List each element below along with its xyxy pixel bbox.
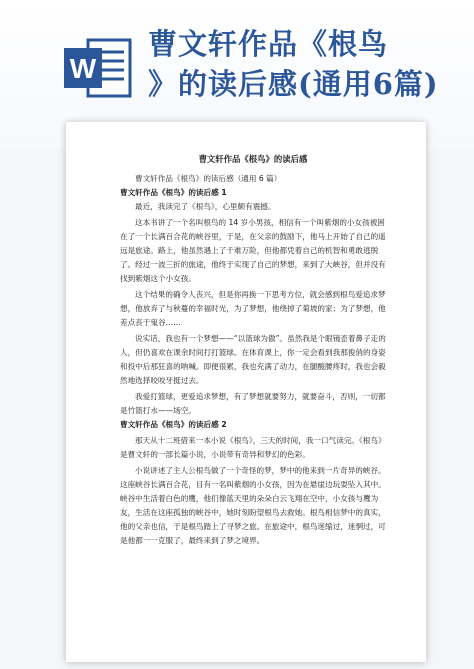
section-heading-1: 曹文轩作品《根鸟》的读后感 1 xyxy=(120,188,227,197)
word-icon-letter: W xyxy=(69,53,97,84)
word-document-icon xyxy=(64,36,134,100)
banner-title-line2: 》的读后感(通用6篇) xyxy=(148,67,439,101)
document-title: 曹文轩作品《根鸟》的读后感 xyxy=(198,154,308,164)
paragraph: 说实话，我也有一个梦想——“以篮球为傲”。虽然我是个眼镜歪着鼻子走的人，但仍喜欢在课余时间打打篮球。在体育课上，你一定会看到我那俊俏的身姿和投中后那狂喜的呐喊。即便很累，我也充满了动力，在腿酸腰疼时，我也会毅然地选择咬咬牙挺过去。 xyxy=(120,334,386,385)
paragraph: 最近，我读完了《根鸟》，心里颇有震撼。 xyxy=(135,202,276,211)
paragraph: 我爱打篮球，更爱追求梦想，有了梦想就要努力，就要奋斗，否则，一切都是竹篮打水——场空。 xyxy=(120,392,386,415)
paragraph: 小说讲述了主人公根鸟做了一个奇怪的梦，梦中的他来到一片奇异的峡谷。这座峡谷长满百合花，目有一名叫紫烟的小女孩，因为在悬崖边玩耍坠入其中。峡谷中生活着白色的鹰，他们像蓝天里的朵朵白云飞翔在空中，小女孩与鹰为友，生活在这座孤独的峡谷中，她时刻盼望根鸟去救她。根鸟相信梦中的真实，他的父亲也信，于是根鸟踏上了寻梦之旅。在旅途中，根鸟迷缩过，迷惘过，可是他都一一克服了，最终来到了梦之境界。 xyxy=(120,466,386,545)
paragraph: 这个结果的确令人丧兴，但是你再换一下思考方位，就会感到根鸟爱追求梦想，他放弃了与秋蔓的幸福时光，为了梦想，他绕掉了菊坡的家；为了梦想，他差点丧于鬼谷…… xyxy=(120,290,386,327)
banner-title-line1: 曹文轩作品《根鸟 xyxy=(148,27,389,61)
paragraph: 那天从十二班借来一本小说《根鸟》，三天的时间，我一口气读完。《根鸟》是曹文轩的一部长篇小说，小说带有奇异和梦幻的色彩。 xyxy=(120,436,386,459)
document-intro: 曹文轩作品《根鸟》的读后感（通用 6 篇） xyxy=(135,174,282,183)
document-body xyxy=(120,152,386,548)
banner-title xyxy=(148,24,468,104)
section-heading-2: 曹文轩作品《根鸟》的读后感 2 xyxy=(120,420,227,429)
paragraph: 这本书讲了一个名叫根鸟的 14 岁小男孩，相信有一个叫紫烟的小女孩被困在了一个长满百合花的峡谷里，于是，在父亲的鼓励下，他马上开始了自己的遥远是旅途。路上，他虽然遇上了千难万险，但他都凭着自己的机智和勇敢逃脱了。经过一波三折的旅途，他终于实现了自己的梦想，来到了大峡谷，但并没有找到紫烟这个小女孩。 xyxy=(120,218,386,283)
